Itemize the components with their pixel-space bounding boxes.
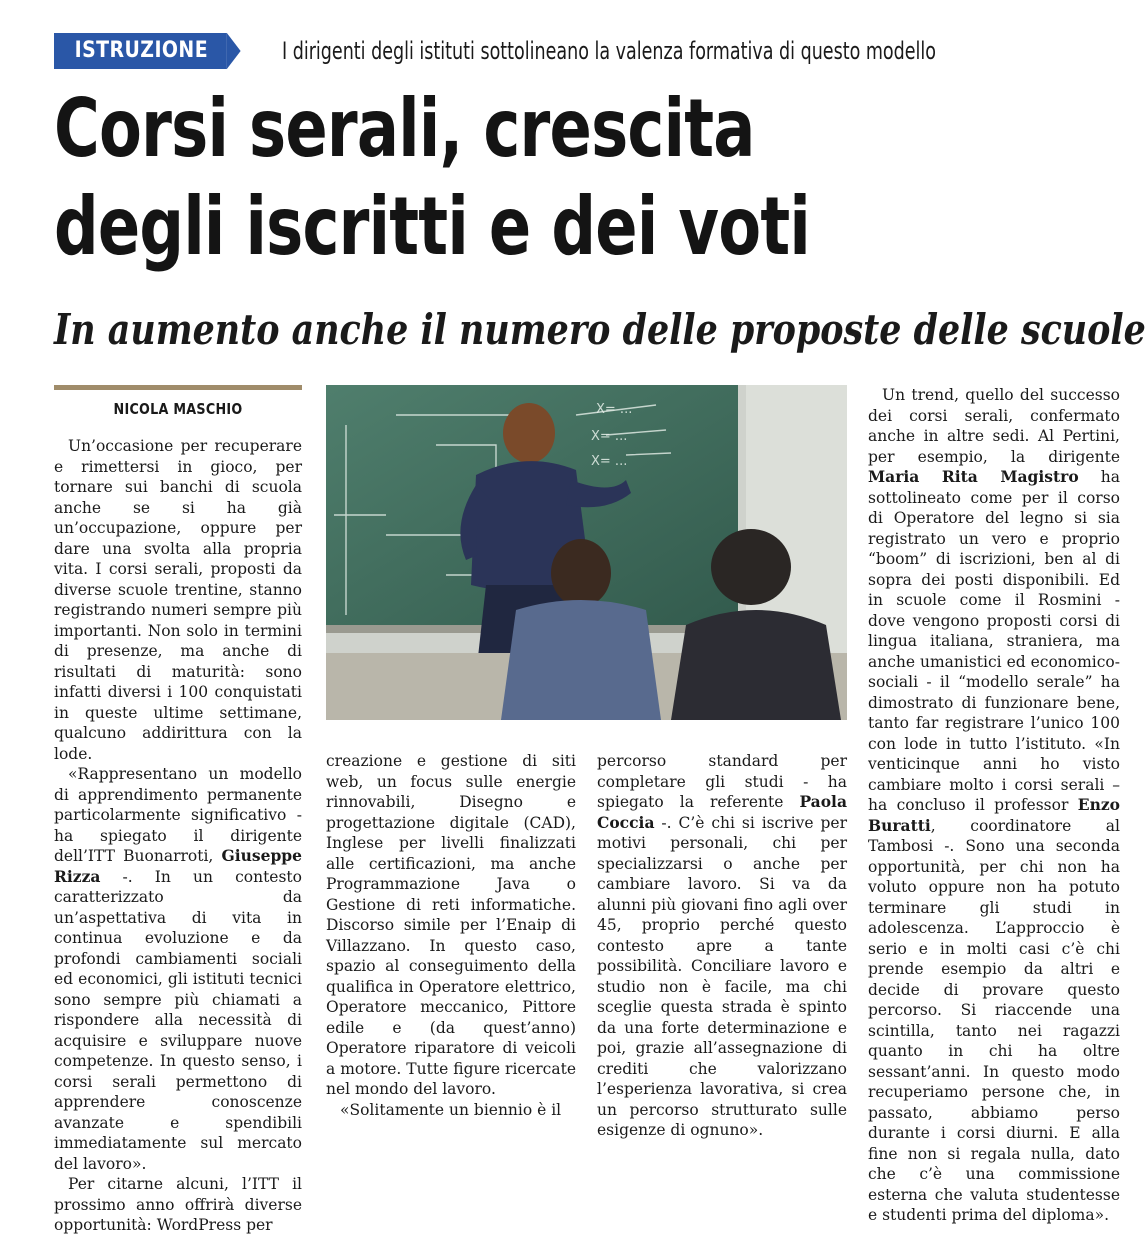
article-paragraph: Un’occasione per recuperare e rimettersi in gioco, per tornare sui banchi di scuola anche se si ha già un’occupazione, oppure per dare una svolta alla propria vita. I corsi serali, proposti da diverse scuole trentine, stanno registrando numeri sempre più importanti. Non solo in termini di presenze, ma anche di risultati di maturità: sono infatti diversi i 100 conquistati in queste ultime settimane, qualcuno addirittura con la lode. [54, 437, 302, 763]
board-text-1: X= ... [596, 402, 633, 417]
text-run: percorso standard per completare gli studi - ha spiegato la referente [597, 752, 847, 811]
text-run: , coordinatore al Tambosi -. Sono una seconda opportunità, per chi non ha voluto oppure non ha potuto terminare gli studi in adolescenza. L’approccio è serio e in molti casi c’è chi prende esempio da altri e decide di provare questo percorso. Si riaccende una scintilla, tanto nei ragazzi quanto in chi ha oltre sessant’anni. In questo modo recuperiamo persone che, in passato, abbiamo perso durante i corsi diurni. E alla fine non si regala nulla, dato che c’è una commissione esterna che valuta studentesse e studenti prima del diploma». [868, 816, 1120, 1224]
person-name: Paola Coccia [597, 792, 847, 832]
article-column-3 [597, 751, 847, 1141]
kicker-text: I dirigenti degli istituti sottolineano la valenza formativa di questo modello [282, 37, 937, 65]
text-run: Un trend, quello del successo dei corsi serali, confermato anche in altre sedi. Al Pertini, per esempio, la dirigente [868, 386, 1120, 466]
text-run: ha sottolineato come per il corso di Operatore del legno si sia registrato un vero e proprio “boom” di iscrizioni, ben al di sopra dei posti disponibili. Ed in scuole come il Rosmini - dove vengono proposti corsi di lingua italiana, straniera, ma anche umanistici ed economico-sociali - il “modello serale” ha dimostrato di funzionare bene, tanto far registrare l’unico 100 con lode in tutto l’istituto. «In venticinque anni ho visto cambiare molto i corsi serali – ha concluso il professor [868, 468, 1120, 814]
article-paragraph: «Solitamente un biennio è il [340, 1100, 562, 1119]
byline: NICOLA MASCHIO [113, 400, 243, 418]
article-column-4 [868, 385, 1120, 1226]
classroom-photo [326, 385, 847, 720]
section-tag: ISTRUZIONE [54, 33, 227, 69]
text-run: -. C’è chi si iscrive per motivi personali, chi per specializzarsi o anche per cambiare lavoro. Si va da alunni più giovani fino agli over 45, proprio perché questo contesto apre a tante possibilità. Conciliare lavoro e studio non è facile, ma chi sceglie questa strada è spinto da una forte determinazione e poi, grazie all’assegnazione di crediti che valorizzano l’esperienza lavorativa, si crea un percorso strutturato sulle esigenze di ognuno». [597, 813, 847, 1139]
person-name: Giuseppe Rizza [54, 846, 302, 886]
person-name: Enzo Buratti [868, 795, 1120, 835]
byline-rule [54, 385, 302, 390]
person-name: Maria Rita Magistro [868, 467, 1079, 486]
headline-line-1: Corsi serali, crescita [54, 82, 755, 175]
text-run: «Rappresentano un modello di apprendimento permanente particolarmente significativo - ha spiegato il dirigente dell’ITT Buonarroti, [54, 765, 302, 865]
kicker-row [54, 32, 1114, 70]
board-text-2: X= ... [591, 429, 628, 444]
headline [54, 80, 990, 276]
subheadline: In aumento anche il numero delle proposte delle scuole [54, 305, 1146, 354]
article-paragraph: creazione e gestione di siti web, un focus sulle energie rinnovabili, Disegno e progettazione digitale (CAD), Inglese per livelli finalizzati alle certificazioni, ma anche Programmazione Java o Gestione di reti informatiche. Discorso simile per l’Enaip di Villazzano. In questo caso, spazio al conseguimento della qualifica in Operatore elettrico, Operatore meccanico, Pittore edile e (da quest’anno) Operatore riparatore di veicoli a motore. Tutte figure ricercate nel mondo del lavoro. [326, 752, 576, 1098]
article-column-2 [326, 751, 576, 1120]
article-paragraph: Per citarne alcuni, l’ITT il prossimo anno offrirà diverse opportunità: WordPress per [54, 1175, 302, 1234]
headline-line-2: degli iscritti e dei voti [54, 180, 811, 273]
text-run: -. In un contesto caratterizzato da un’aspettativa di vita in continua evoluzione e da profondi cambiamenti sociali ed economici, gli istituti tecnici sono sempre più chiamati a rispondere alla necessità di acquisire e sviluppare nuove competenze. In questo senso, i corsi serali permettono di apprendere conoscenze avanzate e spendibili immediatamente sul mercato del lavoro». [54, 867, 302, 1173]
article-paragraph [54, 764, 302, 1174]
board-text-3: X= ... [591, 454, 628, 469]
article-column-1 [54, 436, 302, 1236]
article-paragraph [868, 385, 1120, 1226]
article-paragraph [597, 751, 847, 1141]
